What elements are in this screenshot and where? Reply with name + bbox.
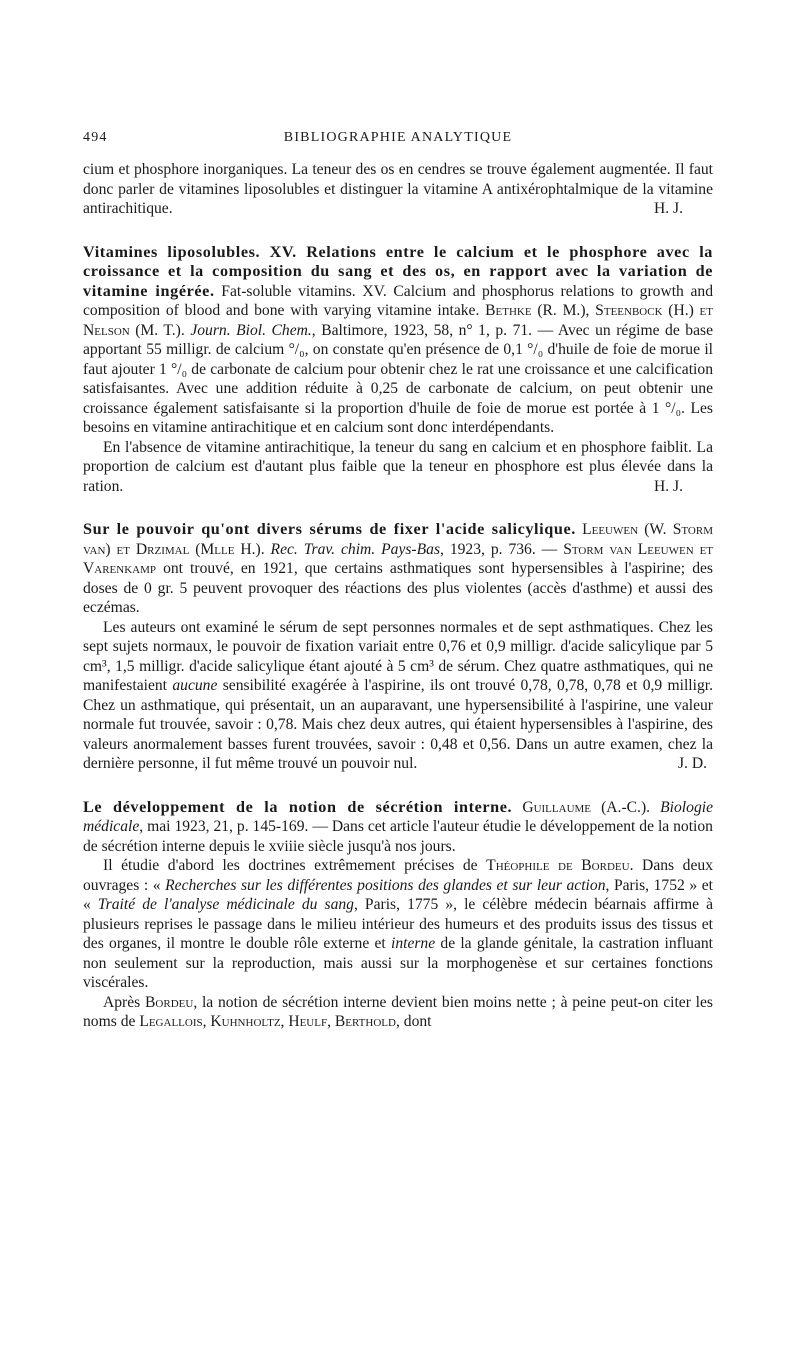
citation: , 1923, p. 736. — xyxy=(440,540,564,558)
entry-title: Sur le pouvoir qu'ont divers sérums de fixer l'acide salicylique. xyxy=(83,520,576,538)
person-name: Théophile de Bordeu xyxy=(486,857,630,874)
abstract-text: Avec un régime de base apportant 55 milligr. de calcium °/₀, on constate qu'en présence de 0,1 °/₀ d'huile de foie de morue il faut ajouter 1 °/₀ de carbonate de calcium pour obtenir chez le rat une croissance et une calcification satisfaisantes. Avec une addition réduite à 0,25 de carbonate de calcium, on peut obtenir une croissance également satisfaisante si la proportion d'huile de foie de morue est portée à 1 °/₀. Les besoins en vitamine antirachitique et en calcium sont donc interdépendants. xyxy=(83,321,713,436)
person-name: Bordeu xyxy=(145,993,194,1011)
authors: Bethke (R. M.), Steenbock (H.) et Nelson (M. T.). xyxy=(83,302,713,339)
page-title: BIBLIOGRAPHIE ANALYTIQUE xyxy=(283,130,513,145)
journal-name: Rec. Trav. chim. Pays-Bas xyxy=(270,540,441,558)
abstract-entry: Le développement de la notion de sécrétion interne. Guillaume (A.-C.). Biologie médicale, mai 1923, 21, p. 145-169. — Dans cet article l'auteur étudie le développement de la notion de sécrétion interne depuis le xviiie siècle jusqu'à nos jours. Il étudie d'abord les doctrines extrêmement précises de Théophile de Bordeu. Dans deux ouvrages : « Recherches sur les différentes positions des glandes et sur leur action, Paris, 1752 » et « Traité de l'analyse médicinale du sang, Paris, 1775 », le célèbre médecin béarnais affirme à plusieurs reprises le passage dans le milieu intérieur des humeurs et des produits issus des tissus et des organes, il montre le double rôle externe et interne de la glande génitale, la castration influant non seulement sur la reproduction, mais aussi sur la morphogenèse et sur certaines fonctions viscérales. Après Bordeu, la notion de sécrétion interne devient bien moins nette ; à peine peut-on citer les noms de Legallois, Kuhnholtz, Heulf, Berthold, dont xyxy=(83,797,714,1030)
abstract-entry xyxy=(83,243,713,497)
emphasis: interne xyxy=(390,935,436,952)
abstract-entry: Sur le pouvoir qu'ont divers sérums de fixer l'acide salicylique. Leeuwen (W. Storm van) et Drzimal (Mlle H.). Rec. Trav. chim. Pays-Bas, 1923, p. 736. — Storm van Leeuwen et Varenkamp ont trouvé, en 1921, que certains asthmatiques sont hypersensibles à l'aspirine; des doses de 0 gr. 5 peuvent provoquer des réactions des plus violentes (accès d'asthme) et aussi des eczémas. Les auteurs ont examiné le sérum de sept personnes normales et de sept asthmatiques. Chez les sept sujets normaux, le pouvoir de fixation variait entre 0,76 et 0,9 milligr. d'acide salicylique par 5 cm³, 1,5 milligr. d'acide salicylique étant ajouté à 5 cm³ de sérum. Chez quatre asthmatiques, qui ne manifestaient aucune sensibilité exagérée à l'aspirine, ils ont trouvé 0,78, 0,78, 0,78 et 0,9 milligr. Chez un asthmatique, qui présentait, un an auparavant, une hypersensibilité à l'aspirine, une valeur normale fut trouvée, savoir : 0,78. Mais chez deux autres, qui étaient hypersensibles à l'aspirine, des valeurs anormalement basses furent trouvées, savoir : 0,48 et 0,56. Dans un autre examen, chez la dernière personne, il fut même trouvé un pouvoir nul. J. D. xyxy=(83,520,714,772)
authors: Leeuwen (W. Storm van) et Drzimal (Mlle H.). xyxy=(83,521,713,558)
signature: H. J. xyxy=(653,200,683,217)
running-header xyxy=(83,128,713,148)
emphasis: aucune xyxy=(172,677,218,694)
journal-name: Biologie médicale xyxy=(83,798,713,835)
signature: J. D. xyxy=(677,755,707,772)
journal-name: Journ. Biol. Chem. xyxy=(190,321,312,339)
authors: Guillaume (A.-C.). xyxy=(522,798,651,816)
entry-title: Le développement de la notion de sécrétion interne. xyxy=(83,797,513,816)
work-title: Recherches sur les différentes positions des glandes et sur leur action xyxy=(165,876,606,894)
page-number: 494 xyxy=(83,130,108,145)
page-body xyxy=(83,160,713,1032)
english-title: Fat-soluble vitamins. XV. Calcium and phosphorus relations to growth and composition of blood and bone with varying vitamine intake. xyxy=(83,282,713,319)
abstract-text: Dans cet article l'auteur étudie le développement de la notion de sécrétion interne depuis le xviiie siècle jusqu'à nos jours. xyxy=(83,818,713,855)
abstract-text: ont trouvé, en 1921, que certains asthmatiques sont hypersensibles à l'aspirine; des doses de 0 gr. 5 peuvent provoquer des réactions des plus violentes (accès d'asthme) et aussi des eczémas. xyxy=(83,560,713,616)
abstract-text: En l'absence de vitamine antirachitique, la teneur du sang en calcium et en phosphore faiblit. La proportion de calcium est d'autant plus faible que la teneur en phosphore est plus élevée dans la ration. xyxy=(83,438,713,495)
journal-page xyxy=(83,0,713,1355)
entry-title: Vitamines liposolubles. XV. Relations entre le calcium et le phosphore avec la croissance et la composition du sang et des os, en rapport avec la variation de vitamine ingérée. xyxy=(83,242,713,300)
work-title: Traité de l'analyse médicinale du sang xyxy=(97,896,354,913)
signature: H. J. xyxy=(653,477,683,495)
cited-authors: Storm van Leeuwen et Varenkamp xyxy=(83,540,714,577)
citation: , Baltimore, 1923, 58, n° 1, p. 71. — xyxy=(311,321,554,339)
person-names: Legallois, Kuhnholtz, Heulf, Berthold xyxy=(139,1013,396,1030)
citation: , mai 1923, 21, p. 145-169. — xyxy=(139,818,328,835)
carryover-paragraph: cium et phosphore inorganiques. La teneur des os en cendres se trouve également augmentée. Il faut donc parler de vitamines liposolubles et distinguer la vitamine A antixérophtalmique de la vitamine antirachitique. H. J. xyxy=(83,161,713,217)
